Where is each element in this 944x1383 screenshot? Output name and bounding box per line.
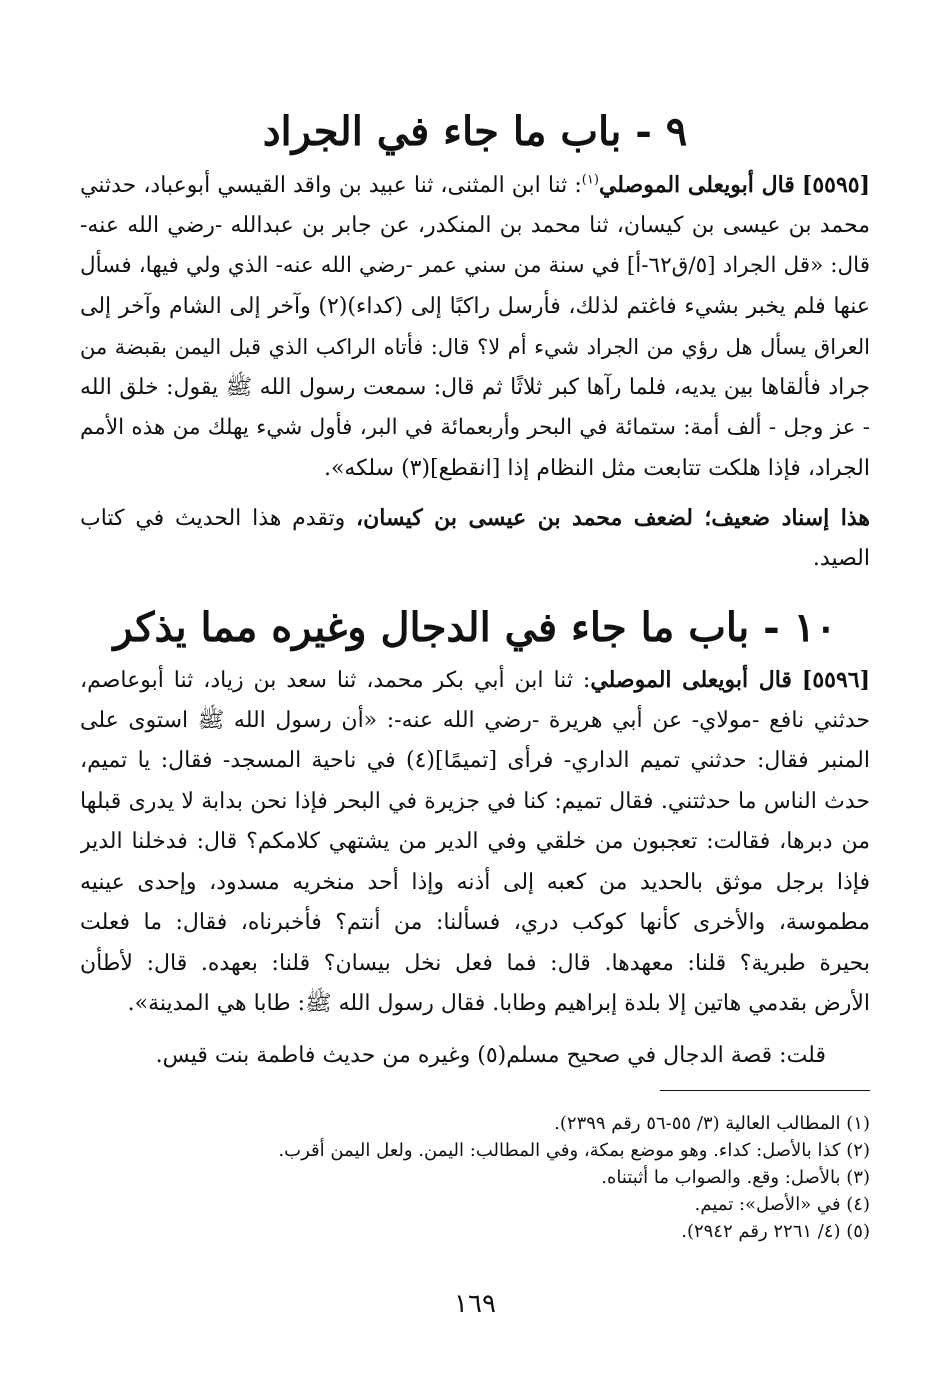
hadith-5595-line-4: عنها فلم يخبر بشيء فاغتم لذلك، فأرسل راكبًا إلى (كداء)(٢) وآخر إلى الشام وآخر إلى xyxy=(80,293,870,319)
isnad-grading xyxy=(80,498,870,579)
hadith-text: : ثنا ابن المثنى، ثنا عبيد بن واقد القيسي أبوعباد، حدثني xyxy=(80,173,582,198)
footnote-1: (١) المطالب العالية (٣/ ٥٥-٥٦ رقم ٢٣٩٩). xyxy=(554,1113,870,1134)
grading-line-1 xyxy=(80,498,870,539)
hadith-5596 xyxy=(80,660,870,1025)
hadith-5595 xyxy=(80,165,870,489)
hadith-5596-line-3: المنبر فقال: حدثني تميم الداري- فرأى [تميمًا](٤) في ناحية المسجد- فقال: يا تميم، xyxy=(80,748,870,773)
hadith-number: [٥٥٩٥] xyxy=(801,172,870,198)
page-number: ١٦٩ xyxy=(454,1289,496,1319)
footnote-5: (٥) (٤/ ٢٢٦١ رقم ٢٩٤٢). xyxy=(681,1221,870,1242)
hadith-5596-line-9: الأرض بقدمي هاتين إلا بلدة إبراهيم وطابا. فقال رسول الله ﷺ: طابا هي المدينة». xyxy=(127,991,870,1016)
hadith-5595-line-3: قال: «قل الجراد [٥/ق٦٢-أ] في سنة من سني عمر -رضي الله عنه- الذي ولي فيها، فسأل xyxy=(80,253,870,278)
book-page xyxy=(80,0,870,1383)
hadith-5596-line-2: حدثني نافع -مولاي- عن أبي هريرة -رضي الله عنه-: «أن رسول الله ﷺ استوى على xyxy=(80,707,870,733)
hadith-5596-line-6: فإذا برجل موثق بالحديد من كعبه إلى أذنه وإذا أحد منخريه مسدود، وإحدى عينيه xyxy=(80,869,870,895)
hadith-5596-line-8: بحيرة طبرية؟ قلنا: معهدها. قال: فما فعل نخل بيسان؟ قلنا: بعهده. قال: لأطأن xyxy=(80,950,870,976)
hadith-5595-line-2: محمد بن عيسى بن كيسان، ثنا محمد بن المنكدر، عن جابر بن عبدالله -رضي الله عنه- xyxy=(80,212,870,238)
hadith-number: [٥٥٩٦] xyxy=(801,667,870,693)
author-note xyxy=(80,1036,870,1077)
hadith-5596-line-4: حدث الناس ما حدثتني. فقال تميم: كنا في جزيرة في البحر فإذا نحن بدابة لا يدرى قبلها xyxy=(80,788,870,814)
narrator-name: قال أبويعلى الموصلي xyxy=(598,172,795,198)
hadith-5595-line-1 xyxy=(80,165,870,206)
grading-line-2: الصيد. xyxy=(812,545,870,571)
hadith-5596-line-1 xyxy=(80,660,870,701)
grading-verdict: هذا إسناد ضعيف؛ لضعف محمد بن عيسى بن كيسان، xyxy=(356,505,870,531)
hadith-5595-line-8: الجراد، فإذا هلكت تتابعت مثل النظام إذا [انقطع](٣) سلكه». xyxy=(323,455,870,481)
narrator-name: قال أبويعلى الموصلي xyxy=(590,667,792,693)
hadith-5595-line-6: جراد فألقاها بين يديه، فلما رآها كبر ثلاثًا ثم قال: سمعت رسول الله ﷺ يقول: خلق الله xyxy=(80,374,870,400)
chapter-9-heading: ٩ - باب ما جاء في الجراد xyxy=(262,108,688,155)
hadith-5595-line-5: العراق يسأل هل رؤي من الجراد شيء أم لا؟ قال: فأتاه الراكب الذي قبل اليمن بقبضة من xyxy=(80,335,870,359)
footnote-divider xyxy=(660,1090,870,1091)
grading-text: وتقدم هذا الحديث في كتاب xyxy=(80,506,356,531)
footnote-2: (٢) كذا بالأصل: كداء. وهو موضع بمكة، وفي المطالب: اليمن. ولعل اليمن أقرب. xyxy=(278,1140,870,1161)
footnote-4: (٤) في «الأصل»: تميم. xyxy=(694,1194,870,1215)
hadith-5595-line-7: - عز وجل - ألف أمة: ستمائة في البحر وأربعمائة في البر، فأول شيء يهلك من هذه الأمم xyxy=(80,415,870,440)
hadith-text: : ثنا ابن أبي بكر محمد، ثنا سعد بن زياد، ثنا أبوعاصم، xyxy=(80,668,591,693)
chapter-10-heading: ١٠ - باب ما جاء في الدجال وغيره مما يذكر xyxy=(113,604,837,651)
footnote-marker: (١) xyxy=(581,172,599,188)
footnotes xyxy=(80,1110,870,1245)
hadith-5596-line-5: من دبرها، فقالت: تعجبون من خلقي وفي الدير من يشتهي كلامكم؟ قال: فدخلنا الدير xyxy=(80,829,870,854)
author-note-line: قلت: قصة الدجال في صحيح مسلم(٥) وغيره من حديث فاطمة بنت قيس. xyxy=(155,1043,826,1068)
footnote-3: (٣) بالأصل: وقع. والصواب ما أثبتناه. xyxy=(601,1167,870,1188)
hadith-5596-line-7: مطموسة، والأخرى كأنها كوكب دري، فسألنا: من أنتم؟ فأخبرناه، فقال: ما فعلت xyxy=(80,910,870,935)
